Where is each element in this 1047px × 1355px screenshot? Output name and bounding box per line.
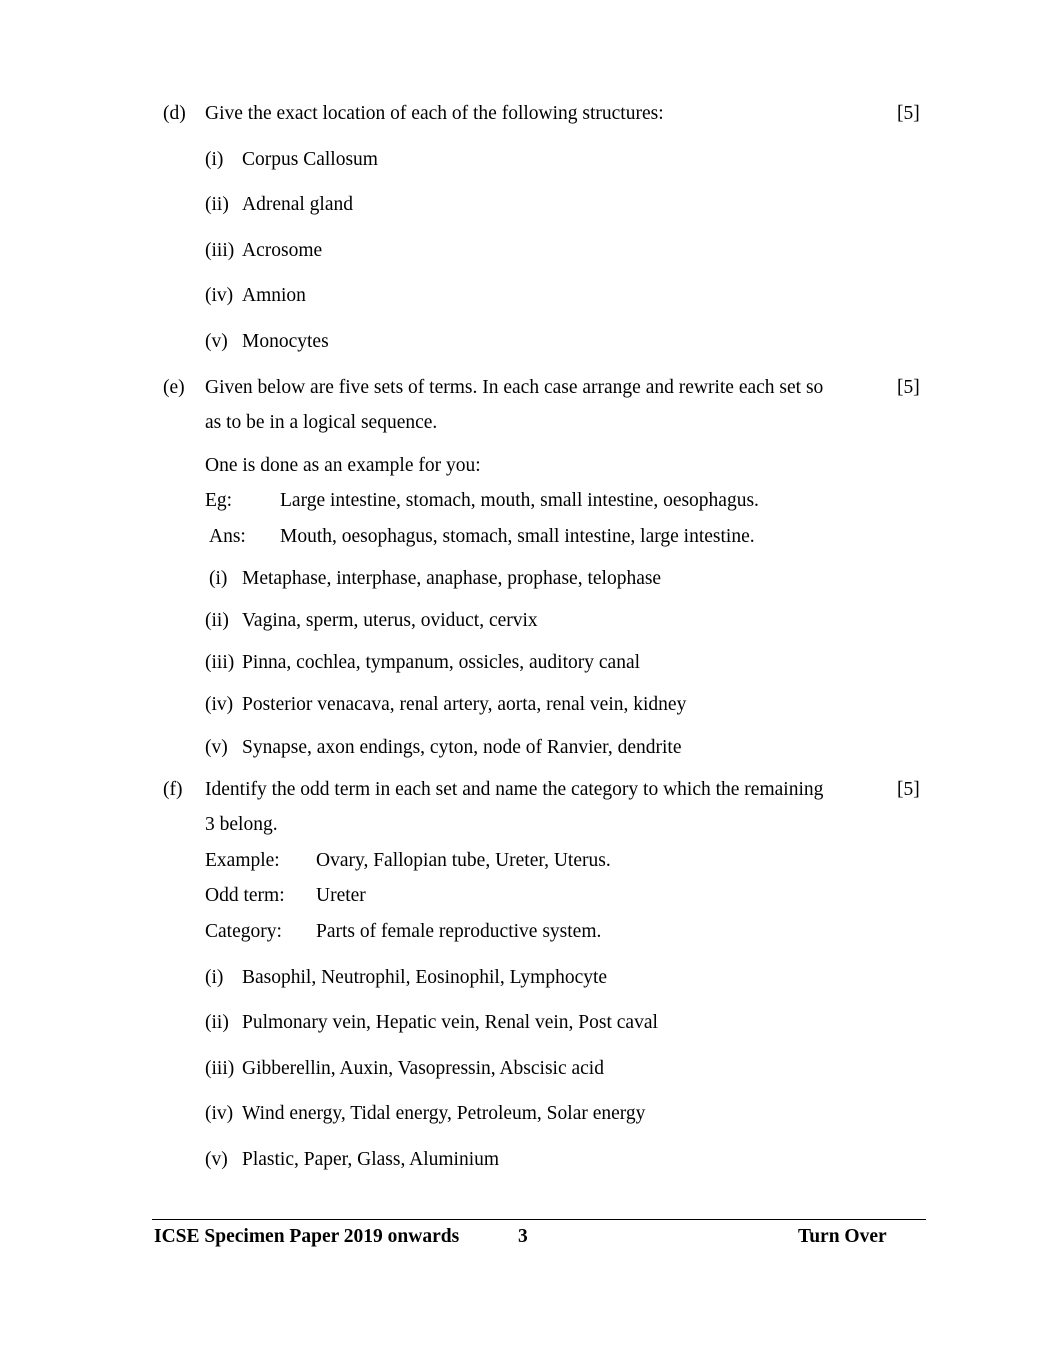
e-item-2-text: Vagina, sperm, uterus, oviduct, cervix — [242, 610, 538, 631]
footer-page-number: 3 — [518, 1226, 528, 1247]
question-f-example-label: Example: — [205, 850, 280, 871]
d-item-5-text: Monocytes — [242, 331, 329, 352]
question-f-label: (f) — [163, 779, 183, 800]
d-item-2-text: Adrenal gland — [242, 194, 354, 215]
f-item-4-text: Wind energy, Tidal energy, Petroleum, Solar energy — [242, 1103, 646, 1124]
question-f-odd-label: Odd term: — [205, 885, 285, 906]
question-e-ans-label: Ans: — [209, 526, 246, 547]
f-item-2-num: (ii) — [205, 1012, 229, 1033]
d-item-3-text: Acrosome — [242, 240, 323, 261]
e-item-5-text: Synapse, axon endings, cyton, node of Ranvier, dendrite — [242, 737, 682, 758]
question-e-example-intro: One is done as an example for you: — [205, 455, 481, 476]
e-item-5-num: (v) — [205, 737, 228, 758]
question-f-text-line1: Identify the odd term in each set and name the category to which the remaining — [205, 779, 824, 800]
f-item-2-text: Pulmonary vein, Hepatic vein, Renal vein, Post caval — [242, 1012, 658, 1033]
question-d-label: (d) — [163, 103, 186, 124]
question-d-text: Give the exact location of each of the following structures: — [205, 103, 664, 124]
e-item-3-num: (iii) — [205, 652, 235, 673]
f-item-5-num: (v) — [205, 1149, 228, 1170]
question-d-marks: [5] — [897, 103, 920, 124]
question-f-category-text: Parts of female reproductive system. — [316, 921, 602, 942]
e-item-4-num: (iv) — [205, 694, 234, 715]
question-e-label: (e) — [163, 377, 185, 398]
e-item-3-text: Pinna, cochlea, tympanum, ossicles, auditory canal — [242, 652, 641, 673]
f-item-3-num: (iii) — [205, 1058, 235, 1079]
question-e-text-line2: as to be in a logical sequence. — [205, 412, 438, 433]
f-item-4-num: (iv) — [205, 1103, 234, 1124]
question-f-category-label: Category: — [205, 921, 282, 942]
question-e-marks: [5] — [897, 377, 920, 398]
question-e-ans-text: Mouth, oesophagus, stomach, small intestine, large intestine. — [280, 526, 755, 547]
d-item-2-num: (ii) — [205, 194, 229, 215]
d-item-1-num: (i) — [205, 149, 224, 170]
d-item-4-text: Amnion — [242, 285, 306, 306]
e-item-1-num: (i) — [209, 568, 228, 589]
d-item-3-num: (iii) — [205, 240, 235, 261]
f-item-1-num: (i) — [205, 967, 224, 988]
f-item-5-text: Plastic, Paper, Glass, Aluminium — [242, 1149, 500, 1170]
question-e-eg-text: Large intestine, stomach, mouth, small intestine, oesophagus. — [280, 490, 759, 511]
question-e-eg-label: Eg: — [205, 490, 233, 511]
footer-turn-over: Turn Over — [798, 1226, 887, 1247]
d-item-1-text: Corpus Callosum — [242, 149, 378, 170]
e-item-4-text: Posterior venacava, renal artery, aorta, renal vein, kidney — [242, 694, 687, 715]
f-item-3-text: Gibberellin, Auxin, Vasopressin, Abscisic acid — [242, 1058, 604, 1079]
question-f-example-text: Ovary, Fallopian tube, Ureter, Uterus. — [316, 850, 611, 871]
question-f-text-line2: 3 belong. — [205, 814, 278, 835]
question-e-text-line1: Given below are five sets of terms. In each case arrange and rewrite each set so — [205, 377, 824, 398]
question-f-odd-text: Ureter — [316, 885, 366, 906]
e-item-1-text: Metaphase, interphase, anaphase, prophase, telophase — [242, 568, 662, 589]
f-item-1-text: Basophil, Neutrophil, Eosinophil, Lymphocyte — [242, 967, 608, 988]
question-f-marks: [5] — [897, 779, 920, 800]
footer-divider — [152, 1219, 926, 1220]
footer-title: ICSE Specimen Paper 2019 onwards — [154, 1226, 460, 1247]
d-item-4-num: (iv) — [205, 285, 234, 306]
d-item-5-num: (v) — [205, 331, 228, 352]
e-item-2-num: (ii) — [205, 610, 229, 631]
